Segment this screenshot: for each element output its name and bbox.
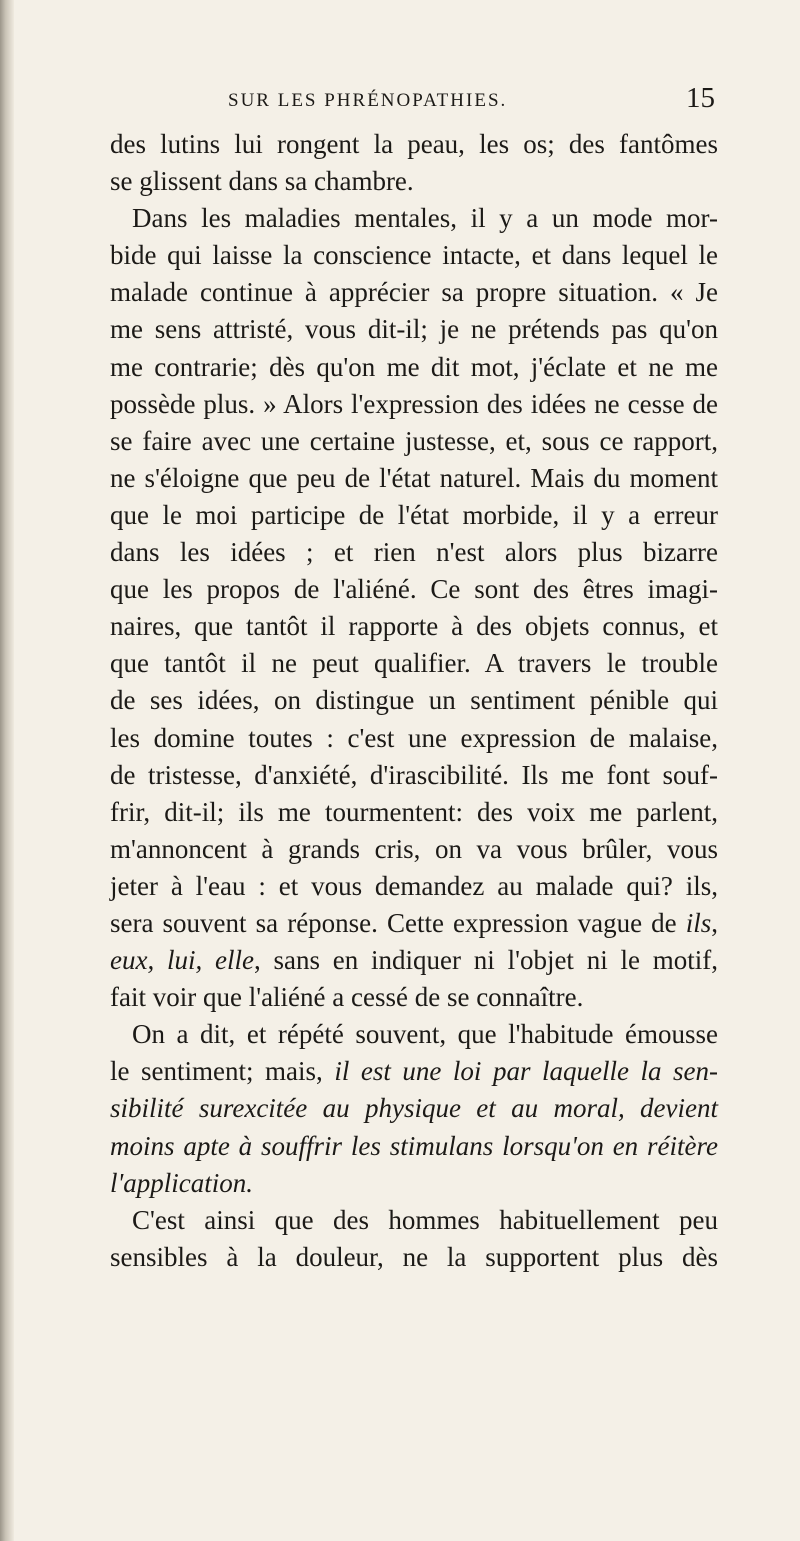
page-header	[228, 82, 715, 122]
italic-text: l'application.	[110, 1167, 254, 1198]
text-line: Dans les maladies mentales, il y a un mode mor-	[132, 203, 718, 234]
italic-text: il est une loi par laquelle la sen-	[334, 1056, 719, 1087]
text-line: sensibles à la douleur, ne la supportent plus dès	[110, 1241, 718, 1272]
body-text	[110, 126, 718, 1276]
text-line: frir, dit-il; ils me tourmentent: des voix me parlent,	[110, 796, 718, 827]
text-line: bide qui laisse la conscience intacte, et dans lequel le	[110, 240, 718, 271]
text-line	[110, 1090, 718, 1127]
italic-text: ils	[685, 907, 712, 938]
text-line: naires, que tantôt il rapporte à des objets connus, et	[110, 611, 718, 642]
text-line: C'est ainsi que des hommes habituellement peu	[132, 1204, 718, 1235]
text-line: me sens attristé, vous dit-il; je ne prétends pas qu'on	[110, 314, 718, 345]
text-line: On a dit, et répété souvent, que l'habitude émousse	[132, 1019, 718, 1050]
text-line: que tantôt il ne peut qualifier. A travers le trouble	[110, 648, 718, 679]
page-number: 15	[686, 82, 715, 114]
text-line: possède plus. » Alors l'expression des idées ne cesse de	[110, 388, 718, 419]
text-line	[110, 1165, 718, 1202]
text-line: se faire avec une certaine justesse, et, sous ce rapport,	[110, 425, 718, 456]
text-line: de tristesse, d'anxiété, d'irascibilité. Ils me font souf-	[110, 759, 718, 790]
text-run: le sentiment; mais,	[110, 1056, 323, 1087]
text-line	[110, 905, 718, 942]
text-line: que le moi participe de l'état morbide, il y a erreur	[110, 499, 718, 530]
italic-text: sibilité surexcitée au physique et au moral, devient	[110, 1093, 718, 1124]
text-line	[110, 1053, 718, 1090]
text-line: dans les idées ; et rien n'est alors plus bizarre	[110, 537, 718, 568]
text-line: ne s'éloigne que peu de l'état naturel. Mais du moment	[110, 462, 718, 493]
text-line	[110, 1128, 718, 1165]
text-line: que les propos de l'aliéné. Ce sont des êtres imagi-	[110, 574, 718, 605]
text-line: des lutins lui rongent la peau, les os; des fantômes	[110, 129, 718, 159]
italic-text: eux, lui, elle	[110, 945, 254, 976]
text-line: me contrarie; dès qu'on me dit mot, j'éclate et ne me	[110, 351, 718, 382]
text-line: fait voir que l'aliéné a cessé de se connaître.	[110, 982, 584, 1013]
text-line: se glissent dans sa chambre.	[110, 166, 414, 197]
text-line: m'annoncent à grands cris, on va vous brûler, vous	[110, 833, 718, 864]
italic-text: moins apte à souffrir les stimulans lorsqu'on en réitère	[110, 1130, 718, 1161]
text-line: les domine toutes : c'est une expression de malaise,	[110, 722, 718, 753]
text-run: sera souvent sa réponse. Cette expression vague de	[110, 907, 677, 938]
text-run: , sans en indiquer ni l'objet ni le motif,	[254, 945, 718, 976]
text-run: ,	[711, 907, 719, 938]
binding-edge	[0, 0, 14, 1541]
running-head: SUR LES PHRÉNOPATHIES.	[228, 90, 508, 111]
text-line: malade continue à apprécier sa propre situation. « Je	[110, 277, 718, 308]
text-line: jeter à l'eau : et vous demandez au malade qui? ils,	[110, 870, 718, 901]
text-line	[110, 942, 718, 979]
text-line: de ses idées, on distingue un sentiment pénible qui	[110, 685, 718, 716]
